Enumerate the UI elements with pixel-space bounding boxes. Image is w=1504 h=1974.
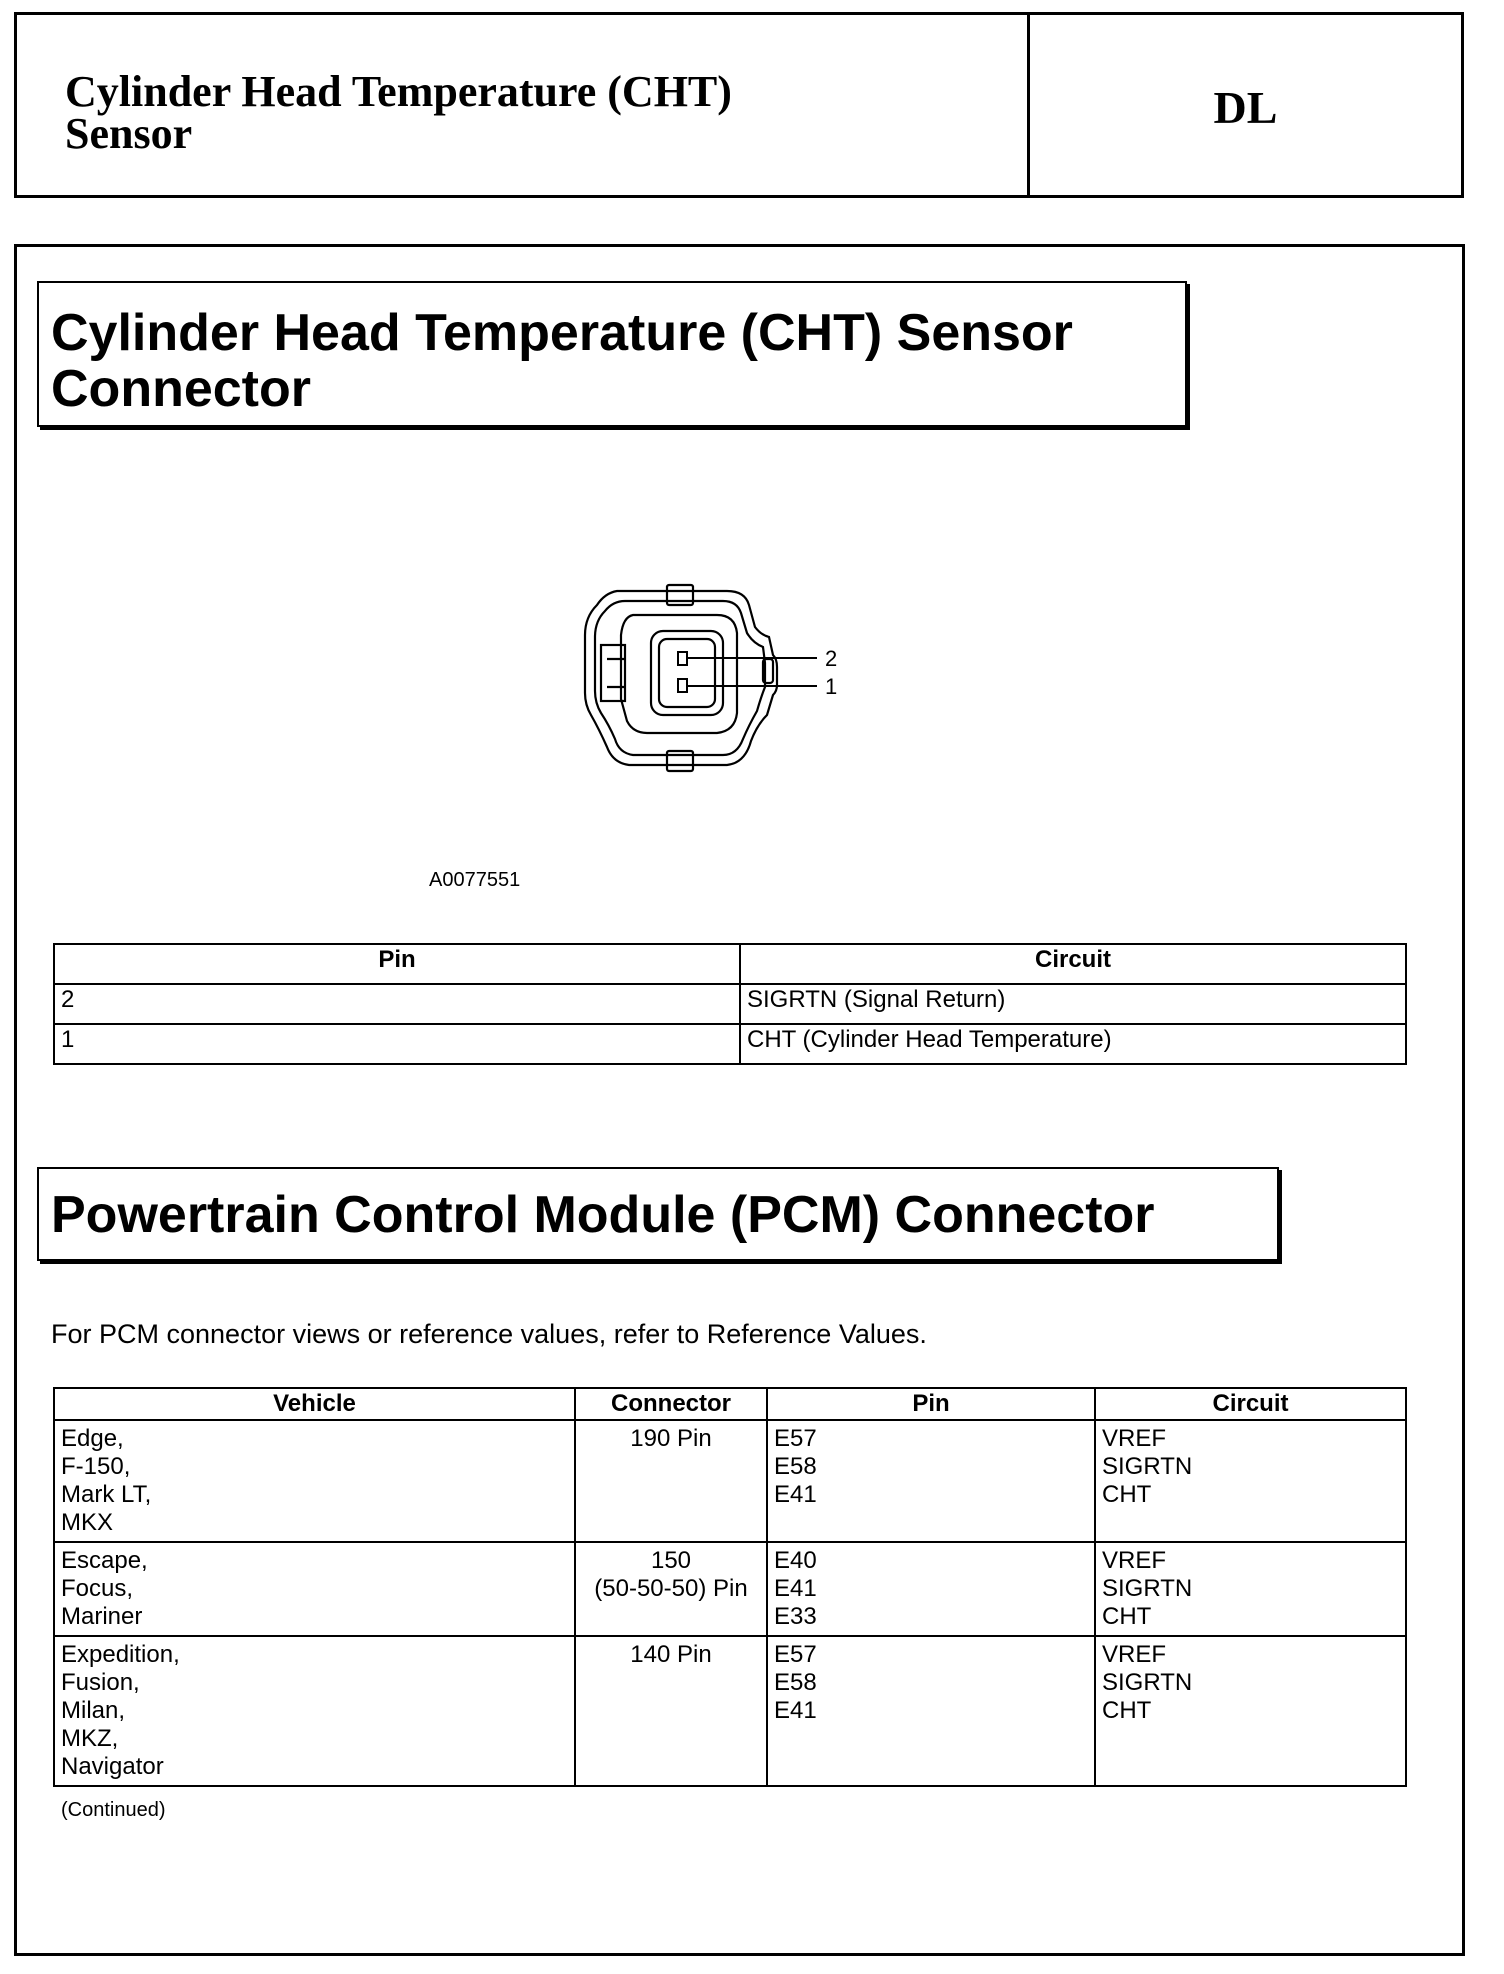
pin-id: E41 — [774, 1481, 817, 1508]
col-header-pin: Pin — [767, 1388, 1095, 1420]
pin-cell — [767, 1636, 1095, 1786]
pin-id: E41 — [774, 1575, 817, 1602]
vehicle-name: Edge, — [61, 1425, 124, 1452]
circuit-cell — [1095, 1542, 1406, 1636]
header-code: DL — [1213, 81, 1278, 133]
pin-id: E40 — [774, 1547, 817, 1574]
col-header-circuit: Circuit — [1095, 1388, 1406, 1420]
section1-title-line1: Cylinder Head Temperature (CHT) Sensor — [51, 304, 1073, 362]
table-row — [54, 984, 1406, 1024]
circuit-cell: CHT (Cylinder Head Temperature) — [740, 1024, 1406, 1064]
table-row — [54, 1542, 1406, 1636]
pin-cell — [767, 1420, 1095, 1542]
pin-1-label: 1 — [825, 674, 838, 699]
vehicle-name: MKX — [61, 1509, 114, 1536]
vehicle-cell — [54, 1420, 575, 1542]
connector-cell — [575, 1420, 767, 1542]
circuit-name: VREF — [1102, 1641, 1167, 1668]
cht-connector-section-title — [37, 281, 1187, 427]
pin-id: E33 — [774, 1603, 817, 1630]
pcm-connector-section-title: Powertrain Control Module (PCM) Connector — [37, 1167, 1279, 1261]
circuit-name: SIGRTN — [1102, 1575, 1193, 1602]
col-header-connector: Connector — [575, 1388, 767, 1420]
pin-2-label: 2 — [825, 646, 838, 671]
vehicle-cell — [54, 1542, 575, 1636]
figure-id: A0077551 — [429, 869, 521, 891]
pin-id: E57 — [774, 1641, 817, 1668]
connector-type: 190 Pin — [630, 1425, 712, 1452]
circuit-name: SIGRTN — [1102, 1453, 1193, 1480]
cht-connector-diagram — [577, 575, 897, 775]
connector-type: (50-50-50) Pin — [594, 1575, 748, 1602]
table-row — [54, 1024, 1406, 1064]
header-title-line2: Sensor — [65, 109, 193, 158]
content-frame — [14, 244, 1465, 1956]
vehicle-name: MKZ, — [61, 1725, 119, 1752]
circuit-name: VREF — [1102, 1547, 1167, 1574]
pin-1-terminal — [678, 679, 687, 692]
circuit-cell: SIGRTN (Signal Return) — [740, 984, 1406, 1024]
vehicle-name: Mariner — [61, 1603, 143, 1630]
col-header-vehicle: Vehicle — [54, 1388, 575, 1420]
header-title-line1: Cylinder Head Temperature (CHT) — [65, 67, 732, 116]
pcm-intro-text: For PCM connector views or reference values, refer to Reference Values. — [51, 1319, 927, 1349]
pin-cell — [767, 1542, 1095, 1636]
cht-pin-table — [53, 943, 1407, 1065]
connector-cell — [575, 1636, 767, 1786]
pin-cell: 2 — [54, 984, 740, 1024]
vehicle-name: F-150, — [61, 1453, 131, 1480]
circuit-name: SIGRTN — [1102, 1669, 1193, 1696]
connector-type: 140 Pin — [630, 1641, 712, 1668]
table-header-row — [54, 944, 1406, 984]
connector-pins — [678, 652, 817, 692]
section1-title-line2: Connector — [51, 360, 311, 418]
pin-id: E41 — [774, 1697, 817, 1724]
pin-id: E57 — [774, 1425, 817, 1452]
circuit-cell — [1095, 1420, 1406, 1542]
circuit-name: VREF — [1102, 1425, 1167, 1452]
connector-type: 150 — [650, 1547, 692, 1574]
connector-cell — [575, 1542, 767, 1636]
circuit-cell — [1095, 1636, 1406, 1786]
pin-cell: 1 — [54, 1024, 740, 1064]
table-row — [54, 1420, 1406, 1542]
page-header — [14, 12, 1464, 198]
circuit-name: CHT — [1102, 1481, 1152, 1508]
pin-id: E58 — [774, 1453, 817, 1480]
pin-2-terminal — [678, 652, 687, 665]
vehicle-name: Expedition, — [61, 1641, 180, 1668]
table-header-row — [54, 1388, 1406, 1420]
header-title — [17, 15, 1030, 195]
pcm-connector-table — [53, 1387, 1407, 1787]
continued-note: (Continued) — [61, 1799, 166, 1821]
circuit-name: CHT — [1102, 1603, 1152, 1630]
vehicle-name: Focus, — [61, 1575, 134, 1602]
col-header-circuit: Circuit — [740, 944, 1406, 984]
vehicle-name: Milan, — [61, 1697, 126, 1724]
vehicle-name: Navigator — [61, 1753, 164, 1780]
vehicle-name: Mark LT, — [61, 1481, 152, 1508]
vehicle-name: Fusion, — [61, 1669, 140, 1696]
circuit-name: CHT — [1102, 1697, 1152, 1724]
col-header-pin: Pin — [54, 944, 740, 984]
table-row — [54, 1636, 1406, 1786]
vehicle-cell — [54, 1636, 575, 1786]
pin-id: E58 — [774, 1669, 817, 1696]
vehicle-name: Escape, — [61, 1547, 148, 1574]
